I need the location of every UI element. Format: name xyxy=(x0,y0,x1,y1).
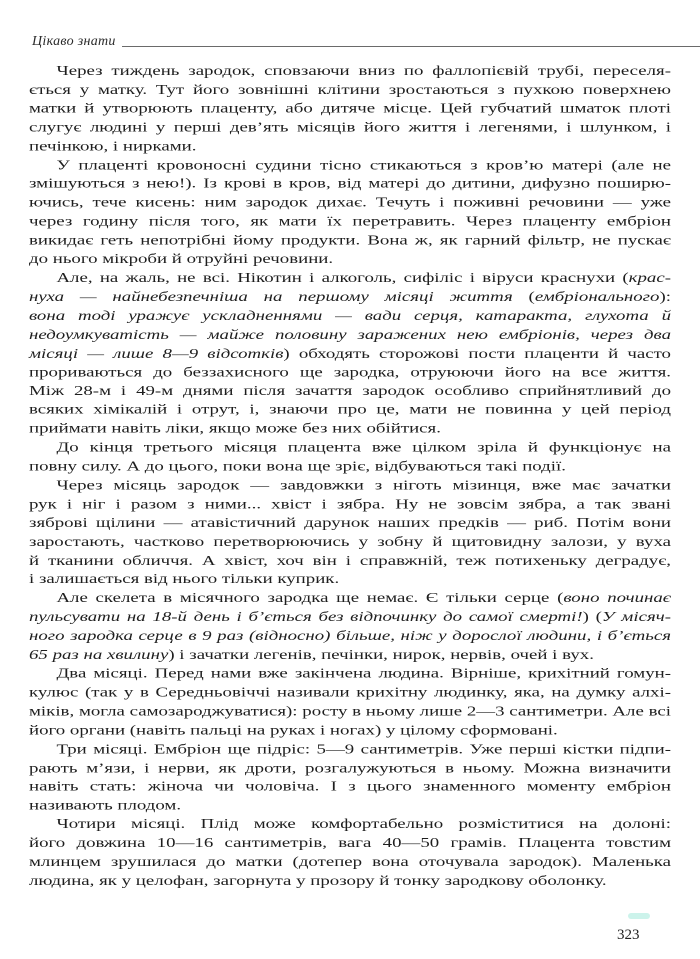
text-segment: ) і зачатки легенів, печінки, нирок, нервів, очей і вух. xyxy=(168,647,594,663)
text-segment: навіть стать: жіноча чи чоловіча. І з цього знаменного моменту ембріон xyxy=(29,779,671,795)
text-line xyxy=(29,759,671,778)
italic-segment: нуха — найнебезпечніша на першому місяці життя xyxy=(29,289,513,305)
text-line xyxy=(29,363,671,382)
italic-segment: крас- xyxy=(628,270,671,286)
text-line xyxy=(29,137,671,156)
paragraph xyxy=(29,156,671,269)
text-segment: називають плодом. xyxy=(29,798,182,814)
text-line xyxy=(29,608,671,627)
paragraph xyxy=(29,269,671,439)
text-line xyxy=(29,627,671,646)
text-segment: Три місяці. Ембріон ще підріс: 5—9 сантиметрів. Уже перші кістки підпи- xyxy=(56,741,671,757)
text-segment: Але скелета в місячного зародка ще немає. Є тільки серце ( xyxy=(56,591,564,606)
text-segment: Через місяць зародок — завдовжки з ніготь мізинця, вже має зачатки xyxy=(56,478,671,493)
text-line xyxy=(29,288,671,307)
text-segment: печінкою, і нирками. xyxy=(29,139,197,154)
text-segment: до нього мікроби й отруйні речовини. xyxy=(29,252,334,267)
text-segment: міків, могла самозароджуватися): росту в ньому лише 2—3 сантиметри. Але всі xyxy=(29,704,671,719)
text-segment: млинцем зрушилася до матки (дотепер вона оточувала зародок). Маленька xyxy=(29,854,671,870)
paragraph xyxy=(29,816,671,891)
text-segment: Через тиждень зародок, сповзаючи вниз по фаллопієвій трубі, переселя- xyxy=(56,63,671,79)
text-line xyxy=(29,382,671,401)
text-line xyxy=(29,834,671,853)
text-segment: через годину після того, як мати їх перетравить. Через плаценту ембріон xyxy=(29,214,671,230)
text-segment: його органи (навіть пальці на руках і ногах) у цілому сформовані. xyxy=(29,723,558,738)
text-line xyxy=(29,778,671,797)
scan-mark xyxy=(628,913,650,919)
page-number: 323 xyxy=(617,927,640,943)
text-segment: рають м’язи, і нерви, як дроти, розгалужуються в ньому. Можна визначити xyxy=(29,760,671,776)
text-line xyxy=(29,797,671,816)
text-segment: повну силу. А до цього, поки вона ще зріє, відбуваються такі події. xyxy=(29,459,566,474)
text-segment: викидає геть непотрібні йому продукти. Вона ж, як гарний фільтр, не пускає xyxy=(29,233,671,248)
text-segment: й тканини обличчя. А хвіст, хоч він і справжній, теж потихеньку деградує, xyxy=(29,553,671,569)
text-segment: всяких хімікалій і отрут, і, знаючи про це, мати не повинна у цей період xyxy=(29,402,671,418)
text-segment: Два місяці. Перед нами вже закінчена людина. Вірніше, крихітний гомун- xyxy=(56,666,671,682)
text-segment: матки й утворюють плаценту, або дитяче місце. Цей губчатий шматок плоті xyxy=(29,101,671,117)
text-line xyxy=(29,175,671,194)
text-line xyxy=(29,232,671,251)
paragraph xyxy=(29,62,671,156)
text-segment: зяброві щілини — атавістичний дарунок наших предків — риб. Потім вони xyxy=(29,515,671,531)
text-line xyxy=(29,665,671,684)
text-segment: кулюс (так у в Середньовіччі називали крихітну людинку, яка, на думку алхі- xyxy=(29,685,671,701)
italic-segment: місяці — лише 8—9 відсотків xyxy=(29,346,284,361)
text-segment: його довжина 10—16 сантиметрів, вага 40—50 грамів. Плацента товстим xyxy=(29,836,671,851)
text-segment: У плаценті кровоносні судини тісно стикаються з кров’ю матері (але не xyxy=(56,157,671,173)
text-segment: заростають, частково перетворюючись у зобну й щитовидну залози, у вуха xyxy=(29,534,671,550)
text-line xyxy=(29,119,671,138)
text-line xyxy=(29,420,671,439)
text-segment: ється у матку. Тут його зовнішні клітини зростаються з пухкою поверхнею xyxy=(29,82,671,98)
text-line xyxy=(29,740,671,759)
text-line xyxy=(29,703,671,722)
italic-segment: 65 раз на хвилину xyxy=(29,647,169,663)
text-line xyxy=(29,514,671,533)
text-line xyxy=(29,194,671,213)
text-line xyxy=(29,721,671,740)
italic-segment: воно починає xyxy=(563,591,671,606)
text-line xyxy=(29,401,671,420)
paragraph xyxy=(29,740,671,815)
text-line xyxy=(29,307,671,326)
italic-segment: ного зародка серце в 9 раз (відносно) більше, ніж у дорослої людини, і б’ється xyxy=(29,628,671,644)
text-line xyxy=(29,81,671,100)
text-line xyxy=(29,476,671,495)
text-line xyxy=(29,816,671,835)
text-segment: Між 28-м і 49-м днями після зачаття зародок особливо сприйнятливий до xyxy=(29,383,671,399)
text-line xyxy=(29,345,671,364)
text-line xyxy=(29,213,671,232)
text-line xyxy=(29,100,671,119)
text-line xyxy=(29,872,671,891)
text-segment: рук і ніг і разом з ними... хвіст і зябра. Ну не зовсім зябра, а так звані xyxy=(29,497,671,512)
text-line xyxy=(29,495,671,514)
italic-segment: пульсувати на 18-й день і б’ється без відпочинку до самої смерті! xyxy=(29,610,583,625)
text-line xyxy=(29,684,671,703)
italic-segment: У місяч- xyxy=(601,610,671,625)
text-line xyxy=(29,62,671,81)
text-line xyxy=(29,439,671,458)
paragraph xyxy=(29,439,671,477)
text-segment: приймати навіть ліки, якщо може без них обійтися. xyxy=(29,421,441,437)
text-line xyxy=(29,250,671,269)
text-segment: Чотири місяці. Плід може комфортабельно розміститися на долоні: xyxy=(56,817,671,832)
paragraph xyxy=(29,476,671,589)
text-segment: ( xyxy=(512,289,535,305)
header-rule xyxy=(122,46,700,47)
italic-segment: вона тоді уражує ускладненнями — вади серця, катаракта, глухота й xyxy=(29,308,671,324)
text-segment: слугує людині у перші дев’ять місяців його життя і легенями, і шлунком, і xyxy=(29,120,671,135)
text-line xyxy=(29,853,671,872)
italic-segment: ембріонального xyxy=(534,289,660,305)
text-line xyxy=(29,552,671,571)
paragraph xyxy=(29,665,671,740)
text-segment: ) ( xyxy=(582,610,602,625)
text-segment: людина, як у целофан, загорнута у прозору й тонку зародкову оболонку. xyxy=(29,873,607,889)
paragraph xyxy=(29,589,671,664)
text-line xyxy=(29,589,671,608)
text-line xyxy=(29,269,671,288)
text-segment: ): xyxy=(659,289,671,305)
text-line xyxy=(29,458,671,477)
body-text xyxy=(29,62,671,891)
text-segment: і залишається від нього тільки куприк. xyxy=(29,572,340,587)
text-line xyxy=(29,533,671,552)
text-line xyxy=(29,571,671,590)
section-title: Цікаво знати xyxy=(32,34,116,49)
text-line xyxy=(29,326,671,345)
text-segment: ) обходять сторожові пости плаценти й часто xyxy=(283,346,671,361)
italic-segment: недоумкуватість — майже половину заражених нею ембріонів, через два xyxy=(29,327,671,343)
text-line xyxy=(29,646,671,665)
text-segment: ючись, тече кисень: ним зародок дихає. Течуть і поживні речовини — уже xyxy=(29,195,671,211)
text-segment: змішуються з нею!). Із крові в кров, від матері до дитини, дифузно поширю- xyxy=(29,176,671,192)
running-header xyxy=(32,28,700,50)
text-segment: прориваються до беззахисного ще зародка, отруюючи його на все життя. xyxy=(29,365,671,380)
text-segment: Але, на жаль, не всі. Нікотин і алкоголь, сифіліс і віруси краснухи ( xyxy=(56,270,629,286)
text-line xyxy=(29,156,671,175)
text-segment: До кінця третього місяця плацента вже цілком зріла й функціонує на xyxy=(56,440,671,456)
